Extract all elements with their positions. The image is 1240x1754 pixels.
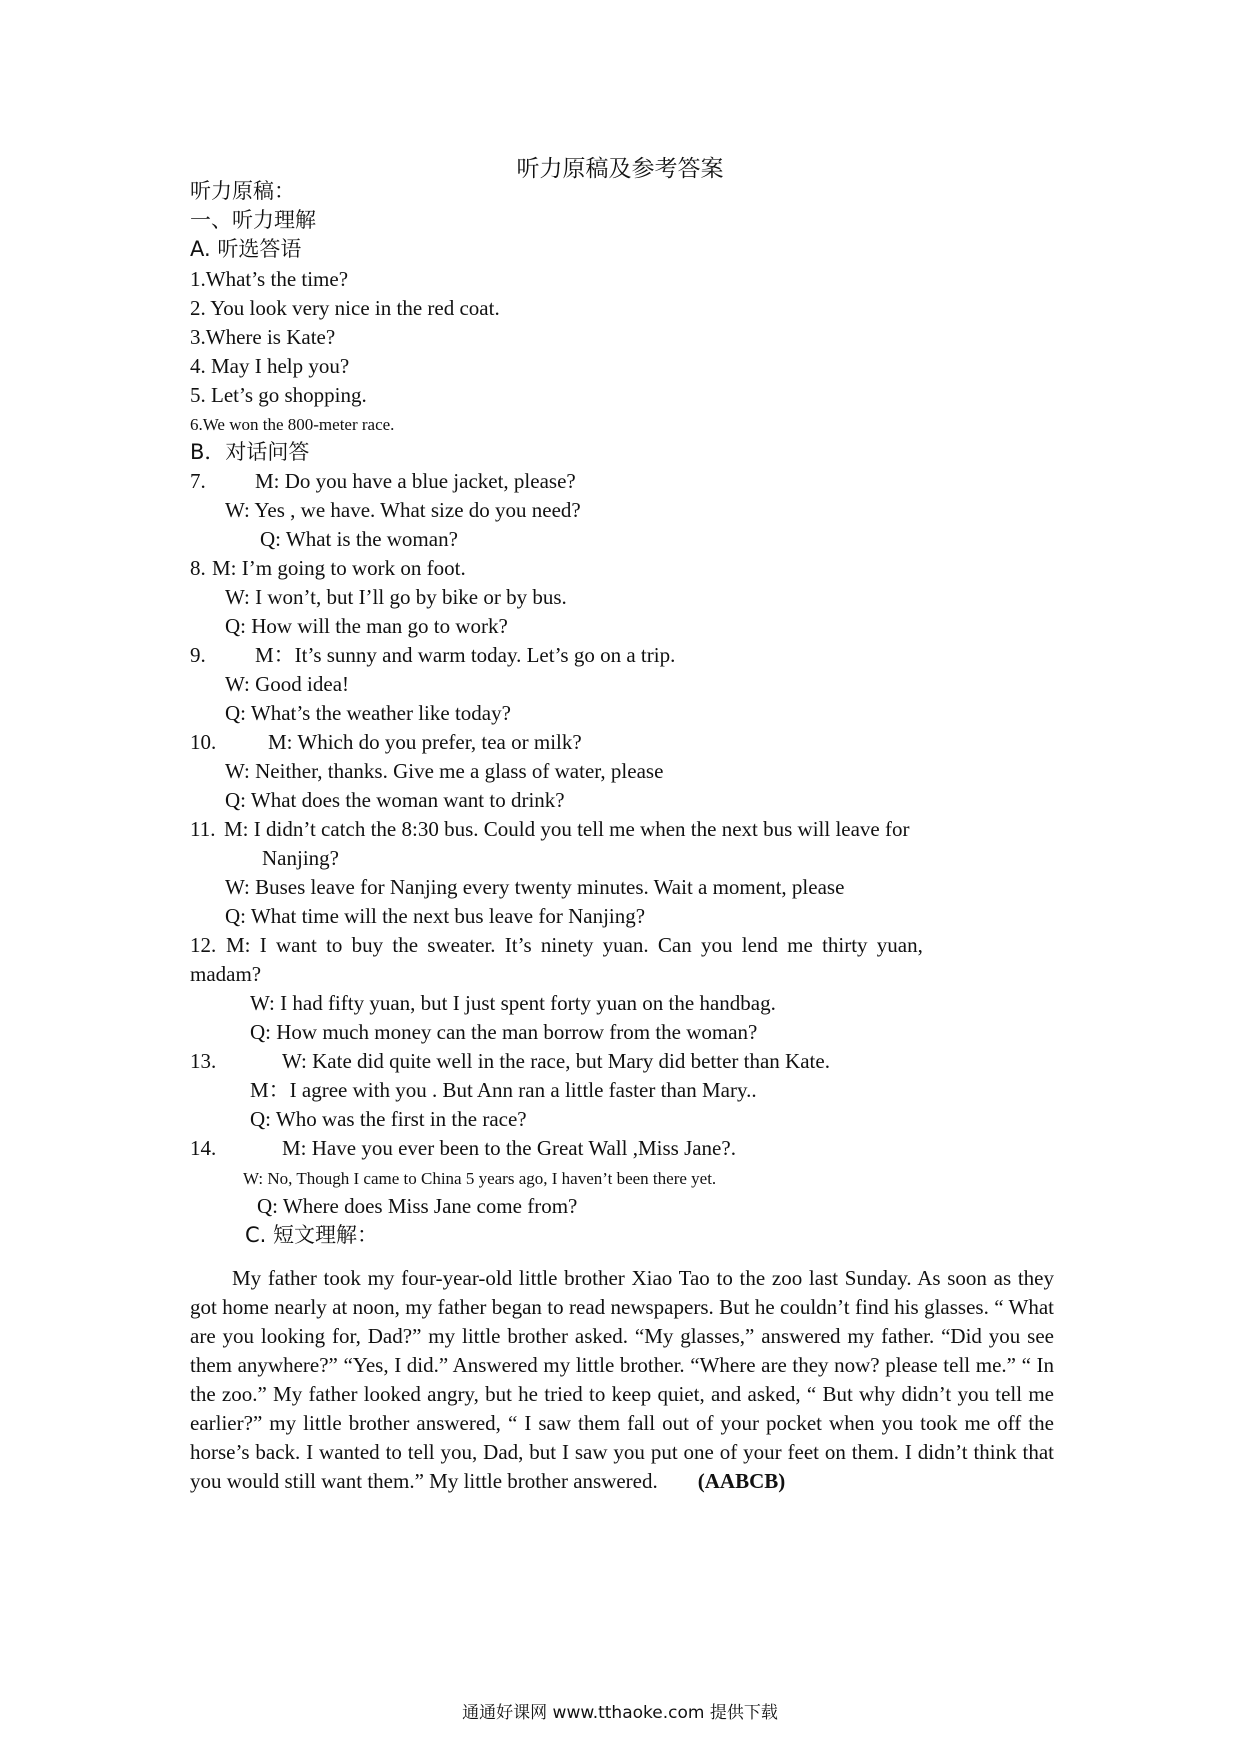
question-line: Q: Where does Miss Jane come from? — [257, 1194, 578, 1218]
question-line: Q: What time will the next bus leave for Nanjing? — [225, 904, 646, 928]
question-number: 9. — [190, 643, 206, 667]
answer-key: (AABCB) — [697, 1469, 786, 1493]
question-line: Q: What is the woman? — [260, 527, 458, 551]
dialog-line: W: I had fifty yuan, but I just spent forty yuan on the handbag. — [250, 991, 776, 1015]
footer-note: 通通好课网 www.tthaoke.com 提供下载 — [462, 1703, 778, 1723]
list-item: 1.What’s the time? — [190, 267, 349, 291]
dialog-line: W: Yes , we have. What size do you need? — [225, 498, 581, 522]
dialog-line: M：I agree with you . But Ann ran a little faster than Mary.. — [250, 1078, 757, 1102]
list-item: 3.Where is Kate? — [190, 325, 336, 349]
page-title: 听力原稿及参考答案 — [516, 156, 724, 182]
list-item: 5. Let’s go shopping. — [190, 383, 367, 407]
passage-text: My father took my four-year-old little brother Xiao Tao to the zoo last Sunday. As soon as they got home nearly at noon, my father began to read newspapers. But he couldn’t find his glasses. “ What are you looking for, Dad?” my little brother asked. “My glasses,” answered my father. “Did you see them anywhere?” “Yes, I did.” Answered my little brother. “Where are they now? please tell me.” “ In the zoo.” My father looked angry, but he tried to keep quiet, and asked, “ But why didn’t you tell me earlier?” my little brother answered, “ I saw them fall out of your pocket when you took me off the horse’s back. I wanted to tell you, Dad, but I saw you put one of your feet on them. I didn’t think that you would still want them.” My little brother answered. — [190, 1266, 1054, 1493]
list-item: 6.We won the 800-meter race. — [190, 415, 395, 434]
question-number: 13. — [190, 1049, 217, 1073]
section-heading: 一、听力理解 — [190, 208, 316, 232]
dialog-line: W: Buses leave for Nanjing every twenty minutes. Wait a moment, please — [225, 875, 845, 899]
dialog-line: W: Good idea! — [225, 672, 350, 696]
question-number: 10. — [190, 730, 217, 754]
question-line: Q: What’s the weather like today? — [225, 701, 511, 725]
dialog-line: M: I’m going to work on foot. — [212, 556, 466, 580]
passage — [190, 1264, 1054, 1496]
question-number: 8. — [190, 556, 206, 580]
dialog-line: Nanjing? — [262, 846, 339, 870]
script-heading: 听力原稿： — [190, 179, 295, 203]
dialog-line: W: Neither, thanks. Give me a glass of water, please — [225, 759, 664, 783]
dialog-line: madam? — [190, 962, 262, 986]
dialog-line: M: I didn’t catch the 8:30 bus. Could you tell me when the next bus will leave for — [224, 817, 910, 841]
dialog-line: M：It’s sunny and warm today. Let’s go on a trip. — [255, 643, 676, 667]
dialog-line: M: Do you have a blue jacket, please? — [255, 469, 576, 493]
question-line: Q: Who was the first in the race? — [250, 1107, 527, 1131]
question-number: 12. — [190, 933, 217, 957]
dialog-line: W: Kate did quite well in the race, but Mary did better than Kate. — [282, 1049, 830, 1073]
list-item: 4. May I help you? — [190, 354, 350, 378]
dialog-line: M: Which do you prefer, tea or milk? — [268, 730, 582, 754]
question-number: 14. — [190, 1136, 217, 1160]
question-line: Q: How will the man go to work? — [225, 614, 508, 638]
list-item: 2. You look very nice in the red coat. — [190, 296, 500, 320]
part-b-heading: B．对话问答 — [190, 440, 310, 464]
dialog-line: W: No, Though I came to China 5 years ago, I haven’t been there yet. — [243, 1169, 717, 1188]
question-number: 7. — [190, 469, 206, 493]
dialog-line: M: Have you ever been to the Great Wall ,Miss Jane?. — [282, 1136, 736, 1160]
dialog-line: W: I won’t, but I’ll go by bike or by bus. — [225, 585, 567, 609]
dialog-line: M: I want to buy the sweater. It’s ninety yuan. Can you lend me thirty yuan, — [226, 933, 923, 957]
question-number: 11. — [190, 817, 216, 841]
question-line: Q: How much money can the man borrow from the woman? — [250, 1020, 758, 1044]
part-c-heading: C. 短文理解： — [245, 1223, 379, 1247]
part-a-heading: A. 听选答语 — [190, 237, 302, 261]
question-line: Q: What does the woman want to drink? — [225, 788, 565, 812]
